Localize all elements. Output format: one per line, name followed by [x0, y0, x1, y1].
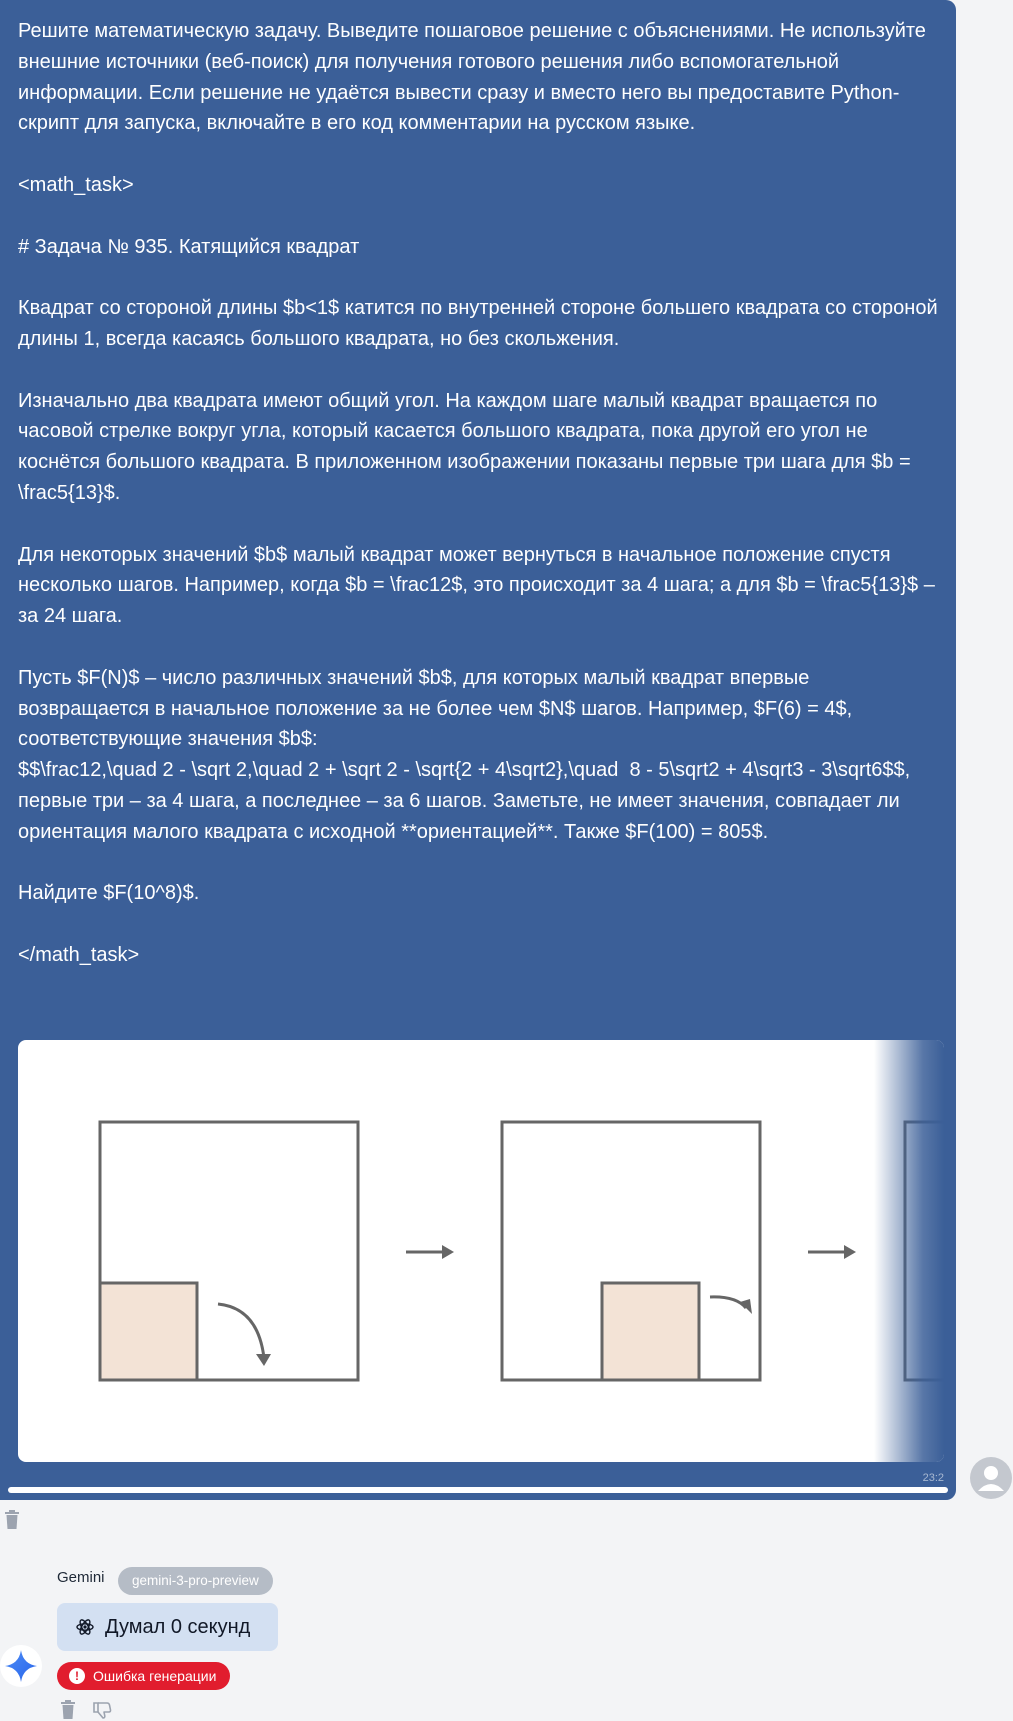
next-arrow-2: [808, 1245, 856, 1259]
rotation-arrow-1: [218, 1304, 264, 1358]
horizontal-scrollbar[interactable]: [8, 1487, 948, 1493]
model-name: Gemini: [57, 1569, 105, 1586]
gemini-avatar: [0, 1645, 42, 1687]
thumbs-down-icon[interactable]: [92, 1700, 112, 1720]
big-square-3: [905, 1122, 944, 1380]
atom-icon: [75, 1617, 95, 1637]
small-square-1: [100, 1283, 197, 1380]
next-arrow-1: [406, 1245, 454, 1259]
model-badge: gemini-3-pro-preview: [118, 1567, 273, 1595]
message-time: 23:2: [922, 1472, 944, 1484]
rotation-arrow-2-head: [740, 1299, 752, 1314]
user-message-text: Решите математическую задачу. Выведите пошаговое решение с объяснениями. Не используйте внешние источники (веб-поиск) для получения готового решения либо вспомогательной информации. Если решение не удаётся вывести сразу и вместо него вы предоставите Python-скрипт для запуска, включайте в его код комментарии на русском языке. <math_task> # Задача № 935. Катящийся квадрат Квадрат со стороной длины $b<1$ катится по внутренней стороне большего квадрата со стороной длины 1, всегда касаясь большого квадрата, но без скольжения. Изначально два квадрата имеют общий угол. На каждом шаге малый квадрат вращается по часовой стрелке вокруг угла, который касается большого квадрата, пока другой его угол не коснётся большого квадрата. В приложенном изображении показаны первые три шага для $b = \frac5{13}$. Для некоторых значений $b$ малый квадрат может вернуться в начальное положение спустя несколько шагов. Например, когда $b = \frac12$, это происходит за 4 шага; а для $b = \frac5{13}$ – за 24 шага. Пусть $F(N)$ – число различных значений $b$, для которых малый квадрат впервые возвращается в начальное положение за не более чем $N$ шагов. Например, $F(6) = 4$, соответствующие значения $b$: $$\frac12,\quad 2 - \sqrt 2,\quad 2 + \sqrt 2 - \sqrt{2 + 4\sqrt2},\quad 8 - 5\sqrt2 + 4\sqrt3 - 3\sqrt6$$, первые три – за 4 шага, а последнее – за 6 шагов. Заметьте, не имеет значения, совпадает ли ориентация малого квадрата с исходной **ориентацией**. Также $F(100) = 805$. Найдите $F(10^8)$. </math_task>: [18, 20, 938, 966]
rotation-arrow-1-head: [256, 1354, 271, 1366]
user-avatar: [970, 1457, 1012, 1499]
error-label: Ошибка генерации: [93, 1668, 217, 1684]
small-square-2: [602, 1283, 699, 1380]
thinking-toggle[interactable]: [57, 1603, 278, 1651]
thinking-label: Думал 0 секунд: [105, 1615, 251, 1638]
user-icon: [970, 1457, 1012, 1499]
error-icon: !: [69, 1668, 85, 1684]
rolling-square-diagram: [18, 1040, 944, 1462]
step-1-figure: [100, 1122, 358, 1380]
trash-icon[interactable]: [4, 1510, 20, 1530]
assistant-actions: [60, 1700, 112, 1720]
error-badge: [57, 1662, 230, 1690]
attached-image[interactable]: [18, 1040, 944, 1462]
gemini-star-icon: [0, 1645, 42, 1687]
step-2-figure: [502, 1122, 760, 1380]
trash-icon[interactable]: [60, 1700, 76, 1720]
step-3-figure: [905, 1122, 944, 1380]
